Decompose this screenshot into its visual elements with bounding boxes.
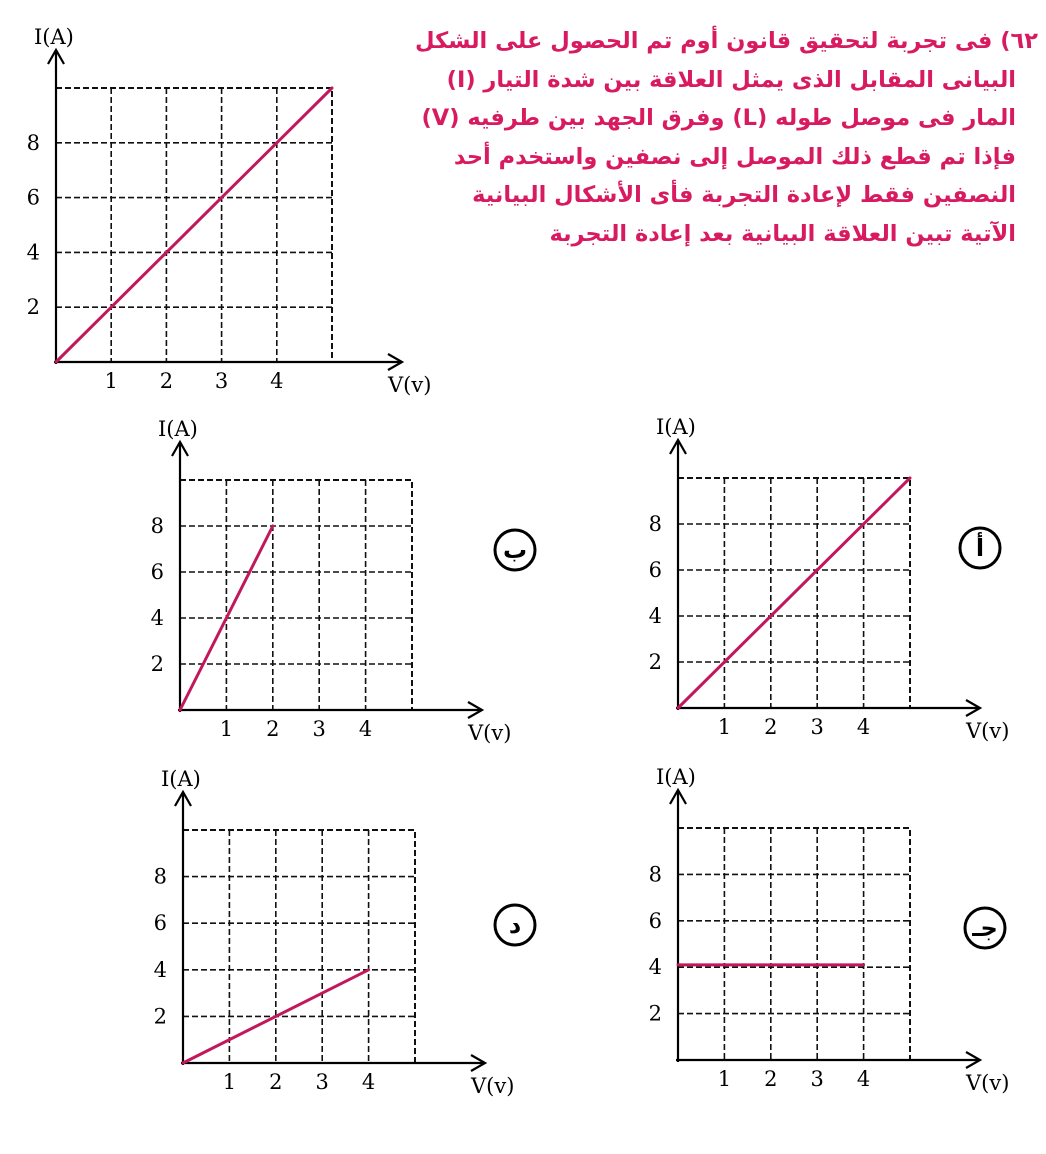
y-tick-label: 6 — [648, 908, 662, 933]
y-tick-label: 4 — [648, 955, 662, 980]
x-tick-label: 1 — [717, 1067, 732, 1091]
x-tick-label: 4 — [856, 1067, 871, 1091]
y-tick-label: 6 — [150, 560, 164, 584]
x-tick-label: 1 — [222, 1070, 237, 1094]
x-tick-label: 3 — [312, 717, 326, 741]
series-line — [56, 88, 332, 362]
x-axis-title: V(v) — [388, 373, 432, 397]
x-tick-label: 3 — [214, 369, 229, 393]
chart-option-d — [154, 767, 535, 1098]
question-line: الآتية تبين العلاقة البيانية بعد إعادة التجربة — [549, 220, 1016, 247]
x-tick-label: 2 — [764, 715, 778, 739]
y-tick-label: 8 — [153, 864, 167, 889]
x-tick-label: 2 — [269, 1070, 283, 1094]
y-tick-label: 2 — [648, 650, 662, 674]
question-line: فإذا تم قطع ذلك الموصل إلى نصفين واستخدم أحد — [453, 143, 1016, 170]
y-tick-label: 2 — [26, 295, 40, 320]
y-tick-label: 8 — [26, 130, 40, 155]
x-tick-label: 3 — [315, 1070, 329, 1094]
y-tick-label: 4 — [648, 604, 662, 628]
y-tick-label: 4 — [153, 957, 167, 982]
x-axis-title: V(v) — [966, 719, 1010, 743]
option-badge-label: ب — [502, 536, 528, 564]
x-tick-label: 2 — [764, 1067, 778, 1091]
y-tick-label: 6 — [153, 911, 167, 936]
y-tick-label: 4 — [26, 240, 40, 265]
y-tick-label: 6 — [648, 558, 662, 582]
x-tick-label: 3 — [810, 1067, 824, 1091]
y-tick-label: 6 — [26, 185, 40, 210]
option-badge-label: د — [508, 911, 522, 939]
chart-option-c — [649, 765, 1010, 1095]
x-tick-label: 1 — [717, 715, 732, 739]
y-tick-label: 2 — [150, 652, 164, 676]
x-tick-label: 1 — [104, 369, 118, 393]
question-line: النصفين فقط لإعادة التجربة فأى الأشكال البيانية — [472, 182, 1016, 208]
grid-frame — [183, 830, 415, 1063]
y-axis-title: I(A) — [161, 767, 201, 791]
x-axis-title: V(v) — [966, 1071, 1010, 1095]
y-axis-title: I(A) — [656, 765, 696, 789]
series-line — [678, 478, 910, 708]
chart-option-a — [649, 415, 1010, 743]
y-tick-label: 8 — [150, 514, 164, 538]
option-badge-label: أ — [975, 534, 985, 562]
x-tick-label: 4 — [270, 369, 284, 393]
x-tick-label: 4 — [856, 715, 871, 739]
x-tick-label: 4 — [361, 1070, 376, 1094]
x-tick-label: 3 — [810, 715, 824, 739]
grid-frame — [678, 828, 910, 1060]
option-badge-label: جـ — [972, 914, 998, 942]
x-tick-label: 1 — [219, 717, 234, 741]
y-tick-label: 8 — [648, 862, 662, 887]
grid-frame — [180, 480, 412, 710]
y-tick-label: 2 — [153, 1004, 167, 1029]
y-tick-label: 4 — [150, 606, 164, 630]
y-axis-title: I(A) — [656, 415, 696, 439]
y-axis-title: I(A) — [158, 417, 198, 441]
x-axis-title: V(v) — [468, 721, 512, 745]
chart-option-b — [151, 417, 535, 745]
y-axis-title: I(A) — [34, 25, 74, 49]
question-line: البيانى المقابل الذى يمثل العلاقة بين شدة التيار (I) — [446, 66, 1016, 93]
chart-main — [27, 25, 432, 397]
question-line: ٦٢) فى تجربة لتحقيق قانون أوم تم الحصول على الشكل — [415, 28, 1038, 54]
x-tick-label: 2 — [159, 369, 174, 393]
x-tick-label: 2 — [266, 717, 280, 741]
x-axis-title: V(v) — [471, 1074, 515, 1098]
x-tick-label: 4 — [358, 717, 373, 741]
y-tick-label: 2 — [648, 1001, 662, 1026]
question-line: المار فى موصل طوله (L) وفرق الجهد بين طرفيه (V) — [421, 105, 1016, 131]
y-tick-label: 8 — [648, 512, 662, 536]
